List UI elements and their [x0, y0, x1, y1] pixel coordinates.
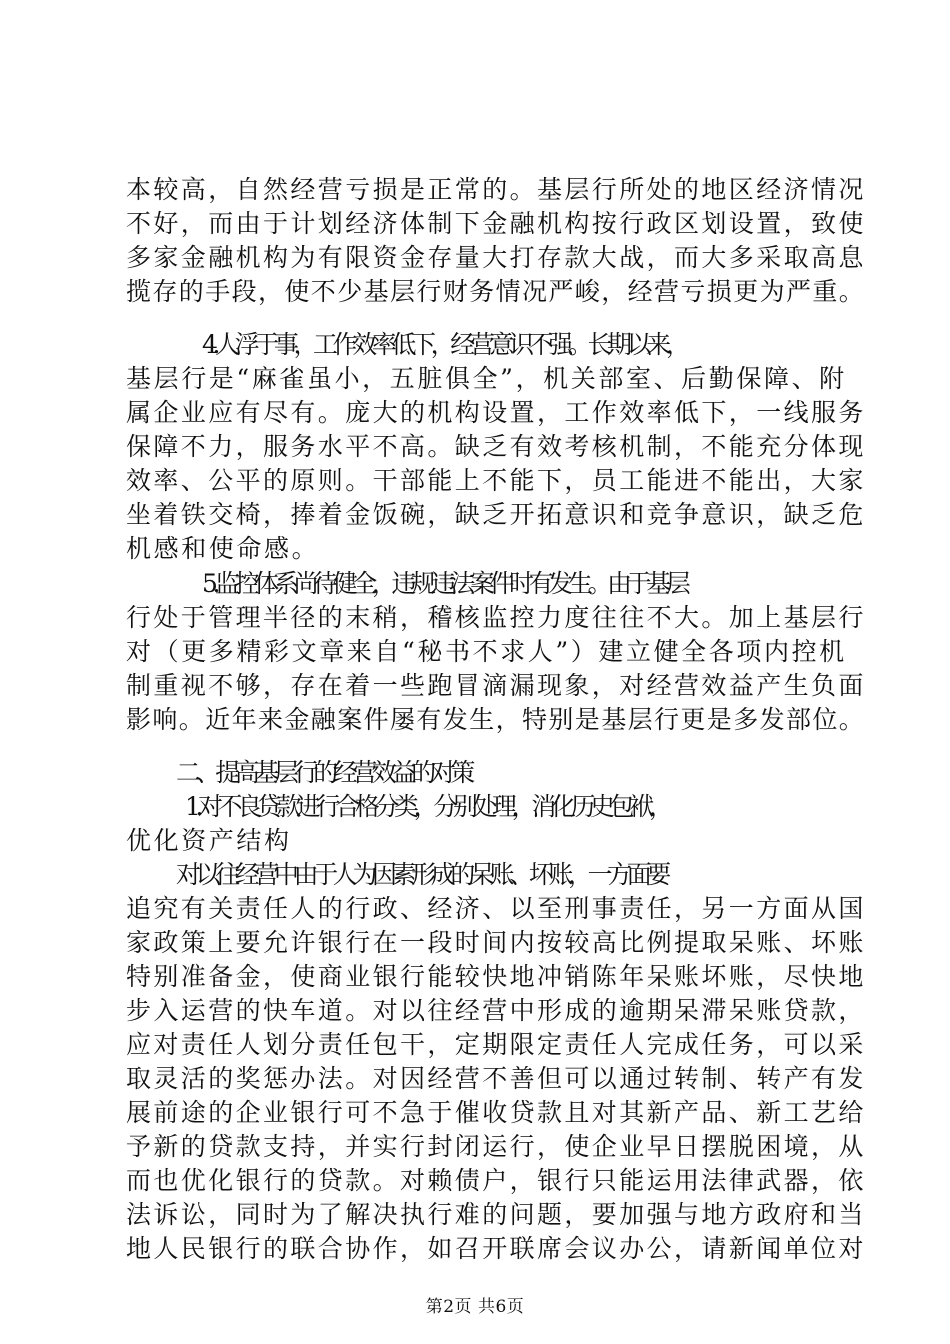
paragraph-line: 特别准备金，使商业银行能较快地冲销陈年呆账坏账，尽快地 [126, 962, 866, 991]
subsection-heading: 1.对不良贷款进行合格分类，分别处理，消化历史包袱， [185, 792, 669, 821]
paragraph-line: 本较高，自然经营亏损是正常的。基层行所处的地区经济情况 [126, 175, 866, 204]
paragraph-line: 4.人浮于事，工作效率低下，经营意识不强。长期以来， [202, 330, 686, 359]
paragraph-line: 而也优化银行的贷款。对赖债户，银行只能运用法律武器，依 [126, 1166, 866, 1195]
paragraph-line: 地人民银行的联合协作，如召开联席会议办公，请新闻单位对 [126, 1234, 866, 1263]
paragraph-line: 效率、公平的原则。干部能上不能下，员工能进不能出，大家 [126, 466, 866, 495]
paragraph-line: 予新的贷款支持，并实行封闭运行，使企业早日摆脱困境，从 [126, 1132, 866, 1161]
paragraph-line: 基层行是“麻雀虽小，五脏俱全”，机关部室、后勤保障、附 [126, 364, 847, 393]
paragraph-line: 行处于管理半径的末稍，稽核监控力度往往不大。加上基层行 [126, 603, 866, 632]
paragraph-line: 法诉讼，同时为了解决执行难的问题，要加强与地方政府和当 [126, 1200, 866, 1229]
paragraph-line: 家政策上要允许银行在一段时间内按较高比例提取呆账、坏账 [126, 928, 866, 957]
paragraph-line: 对以往经营中由于人为因素形成的呆账、坏账，一方面要 [176, 860, 667, 889]
paragraph-line: 步入运营的快车道。对以往经营中形成的逾期呆滞呆账贷款， [126, 996, 866, 1025]
paragraph-line: 应对责任人划分责任包干，定期限定责任人完成任务，可以采 [126, 1030, 866, 1059]
paragraph-line: 多家金融机构为有限资金存量大打存款大战，而大多采取高息 [126, 243, 866, 272]
paragraph-line: 对（更多精彩文章来自“秘书不求人”）建立健全各项内控机 [126, 637, 847, 666]
page-footer: 第2页 共6页 [425, 1297, 525, 1317]
paragraph-line: 机感和使命感。 [126, 534, 320, 563]
paragraph-line: 制重视不够，存在着一些跑冒滴漏现象，对经营效益产生负面 [126, 671, 866, 700]
paragraph-line: 保障不力，服务水平不高。缺乏有效考核机制，不能充分体现 [126, 432, 866, 461]
paragraph-line: 不好，而由于计划经济体制下金融机构按行政区划设置，致使 [126, 209, 866, 238]
paragraph-line: 揽存的手段，使不少基层行财务情况严峻，经营亏损更为严重。 [126, 277, 866, 306]
paragraph-line: 影响。近年来金融案件屡有发生，特别是基层行更是多发部位。 [126, 705, 866, 734]
paragraph-line: 追究有关责任人的行政、经济、以至刑事责任，另一方面从国 [126, 894, 866, 923]
subsection-heading: 优化资产结构 [126, 826, 292, 855]
paragraph-line: 展前途的企业银行可不急于催收贷款且对其新产品、新工艺给 [126, 1098, 866, 1127]
paragraph-line: 5.监控体系尚待健全，违规违法案件时有发生。由于基层 [202, 569, 686, 598]
paragraph-line: 取灵活的奖惩办法。对因经营不善但可以通过转制、转产有发 [126, 1064, 866, 1093]
paragraph-line: 属企业应有尽有。庞大的机构设置，工作效率低下，一线服务 [126, 398, 866, 427]
section-heading: 二、提高基层行的经营效益的对策 [176, 758, 471, 787]
paragraph-line: 坐着铁交椅，捧着金饭碗，缺乏开拓意识和竞争意识，缺乏危 [126, 500, 866, 529]
